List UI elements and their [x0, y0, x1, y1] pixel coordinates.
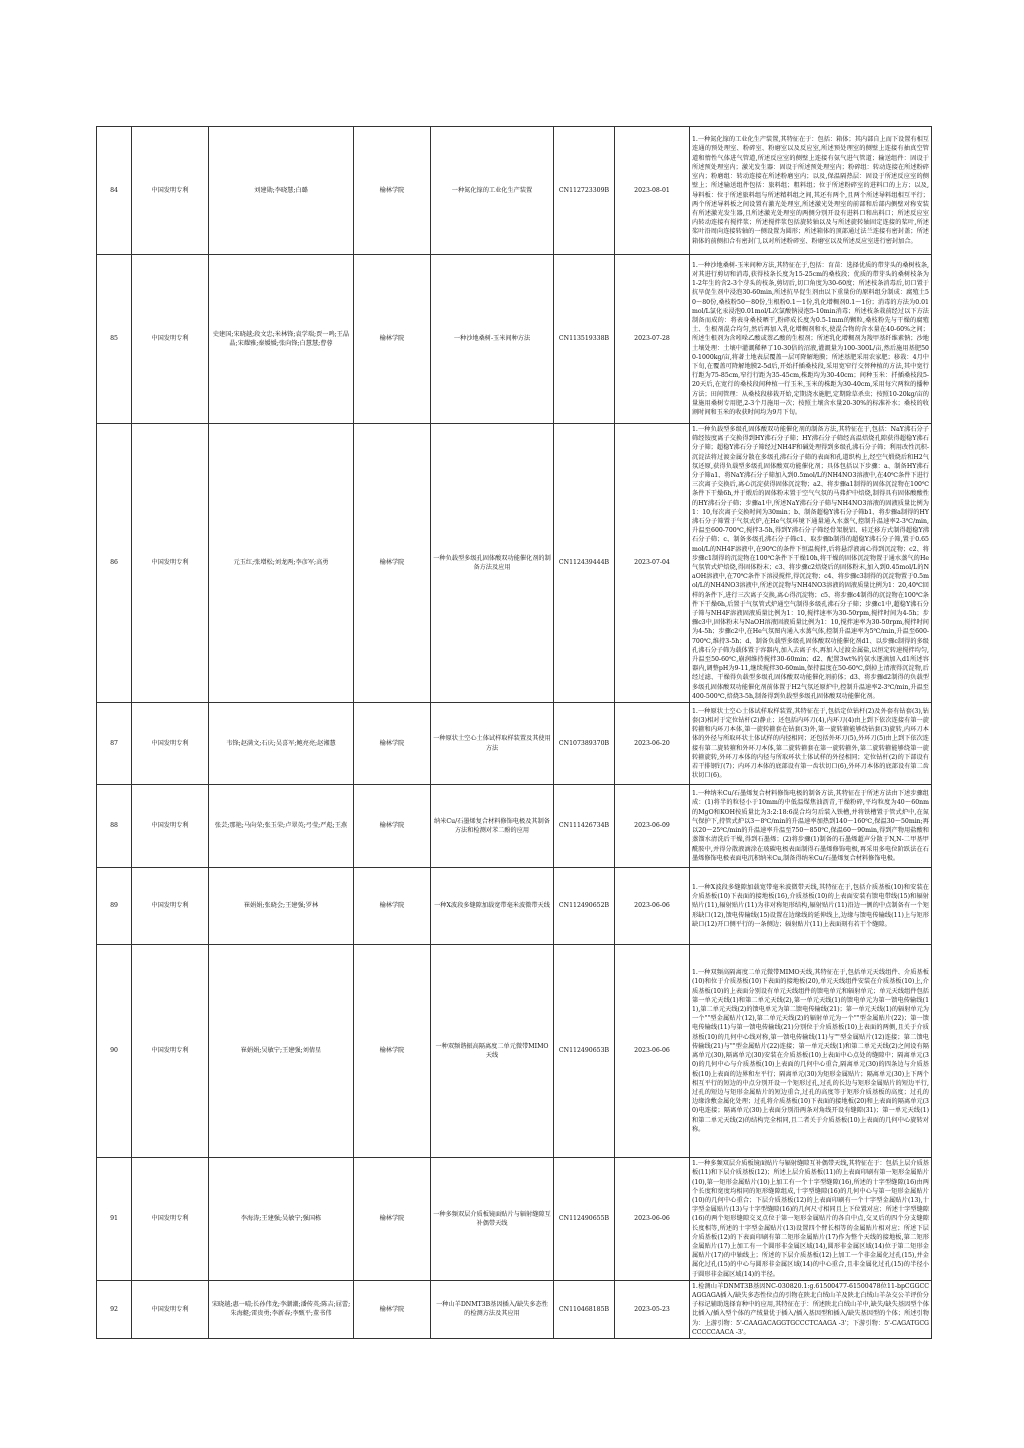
publication-date: 2023-06-20: [615, 703, 690, 785]
table-row: [97, 127, 932, 255]
publication-number: CN112490653B: [554, 945, 615, 1158]
row-number: 90: [97, 945, 132, 1158]
abstract: 1.一种纳米Cu/石墨烯复合材料修饰电极的制备方法,其特征在于所述方法由下述步骤组成：(1)将半的粒径小于10mm的中低温煤焦油沥青,干燥粉碎,平均粒度为40～60nm的MgO和KOH按质量比为3:2:18:6混合均匀后装入铁槽,并将铁槽置于管式炉中,在氮气保护下,持管式炉以3～8℃/min的升温速率加热到140～160℃,保温30～50min;再以20～25℃/min的升温速率升温至750～850℃,保温60～90min,得到产物用盐酸和蒸馏水清洗后干燥,得到石墨烯；(2)将步骤(1)制备的石墨烯超声分散于N,N-二甲基甲酰胺中,并得分散液滴涂在玻碳电极表面制得石墨烯修饰电极,再采用多电位阶跃法在石墨烯修饰电极表面电沉积纳米Cu,制备得纳米Cu/石墨烯复合材料修饰电极。: [690, 785, 932, 868]
publication-number: CN112490655B: [554, 1158, 615, 1281]
abstract: 1.检测山羊DNMT3B基因NC-030820.1:g.61500477-61500478位11-bpCGGCCAGGAGA插入/缺失多态性位点的引物在陕北白绒山羊及陕北白绒山羊杂交公羊评价分子标记辅助选择育种中的应用,其特征在于：所述陕北白绒山羊中,缺失/缺失基因型个体比插入/插入型个体的产绒量优于插入/插入基因型和插入/缺失基因型的个体；所述引物为：上游引物：5'-CAAGACAGGTGCCCTCAAGA -3'；下游引物：5'-CAGATGCGCCCCCAACA -3'。: [690, 1280, 932, 1338]
inventors: 李海涛;王建强;吴敏宁;强国栋: [209, 1158, 354, 1281]
row-number: 92: [97, 1280, 132, 1338]
abstract: 1.一种X波段多缝隙加载宽带毫米波微带天线,其特征在于,包括介质基板(10)和安装在介质基板(10)下表面的接地板(16),介质基板(10)的上表面安装有馈电带线(15)和辐射贴片(11),辐射贴片(11)为非对称矩形结构,辐射贴片(11)沿边一侧的中点制备有一个矩形缺口(12),馈电传输线(15)设置在边缘线的延伸线上,边缘与馈电传输线(11)上与矩形缺口(12)开口侧平行的一条侧边；辐射贴片(11)上表面刻有若干个缝隙。: [690, 868, 932, 945]
publication-number: CN107389370B: [554, 703, 615, 785]
publication-date: 2023-07-28: [615, 255, 690, 424]
publication-number: CN112723309B: [554, 127, 615, 255]
publication-number: CN113519338B: [554, 255, 615, 424]
patent-type: 中国发明专利: [132, 868, 209, 945]
patent-type: 中国发明专利: [132, 785, 209, 868]
patent-type: 中国发明专利: [132, 1280, 209, 1338]
patent-title: 一种山羊DNMT3B基因插入/缺失多态性的检测方法及其应用: [431, 1280, 554, 1338]
abstract: 1.一种氮化镓的工业化生产装置,其特征在于：包括：箱体；其内部自上而下设置有相互连通的预处理室、粉碎室、粉磨室以及反应室,所述预处理室的侧壁上连接有抽真空管道和惰性气体进气管道,所述反应室的侧壁上连接有氨气进气管道；输送组件：固设于所述预处理室内；激光发生器：固设于所述预处理室内；粉碎组：转动连接在所述粉碎室内；粉磨组：转动连接在所述粉磨室内；以及,保温隔热层：固设于所述反应室的侧壁上；所述输送组件包括：旅料组；粗料组；位于所述粉碎室的进料口的上方；以及,导料板：位于所述旅料组与所述精料组之间,其还有两个,且两个所述导料组相互平行；两个所述导料板之间设置有激光处理室,所述激光处理室的前部和后部内侧壁对称安装有所述激光发生器,且所述激光处理室的两侧分别开设有进料口和出料口；所述反应室内转动连接有搅拌浆；所述搅拌浆包括旋转轴以及与所述旋转轴固定连接的桨叶,所述桨叶沿周向连接转轴的一侧设置为圆形；所述箱体的顶部通过法兰连接有密封盖；所述箱体的前侧扣合有密封门,以对所述粉碎室、粉磨室以及所述反应室进行密封加合。: [690, 127, 932, 255]
row-number: 84: [97, 127, 132, 255]
abstract: 1.一种负载型多级孔固体酸双功能催化剂的制备方法,其特征在于,包括：NaY沸石分子筛经铵度离子交换得到HY沸石分子筛；HY沸石分子筛经高温焙烧孔隙获得超稳Y沸石分子筛；超稳Y沸石分子筛经过NH4F和碱处理得到多级孔沸石分子筛；利用改性沉积-沉淀法将过渡金属分散在多级孔沸石分子筛的表面和孔道织构上,经空气煅烧后和H2气氛还原,获得负载型多级孔固体酸双功能催化剂；具体包括以下步骤：a、制备HY沸石分子筛a1、将NaY沸石分子筛加入到0.5mol/L的NH4NO3溶液中,在40℃条件下进行三次离子交换后,离心沉淀获得固体沉淀物；a2、将步骤a1制得的固体沉淀物在100℃条件下干燥6h,并于煅后的固体粉末置于空气气氛的马弗炉中焙烧,制得具有固体酸酸性的HY沸石分子筛；步骤a1中,所述NaY沸石分子筛与NH4NO3溶液的固液质量比例为1：10,每次离子交换时间为30min；b、制备超稳Y沸石分子筛b1、将步骤a制得的HY沸石分子筛置于气氛式炉,在He气氛环境下通量通入水蒸气,控制升温速率2-3℃/min,升温至600-700℃,搅拌3-5h,得到Y沸石分子筛经骨架脱铝、硅迁移方式制得超稳Y沸石分子筛；c、制备多级孔沸石分子筛c1、取步骤b制得的超稳Y沸石分子筛,置于0.65mol/L的NH4F溶液中,在90℃的条件下恒温搅拌,后将悬浮液离心得到沉淀物；c2、将步骤c1制得的沉淀物在100℃条件下干燥10h,将干燥的固体沉淀物置于通水蒸气的He气氛管式炉焙烧,得固体粉末；c3、将步骤c2焙烧后的固体粉末,加入到0.45mol/L的NaOH溶液中,在70℃条件下溶浸搅拌,得沉淀物；c4、将步骤c3制得的沉淀物置于0.5mol/L的NH4NO3溶液中,所述沉淀物与NH4NO3溶液的固液质量比例为1：20,40℃回样的条件下,进行三次离子交换,离心得沉淀物；c5、将步骤c4制得的沉淀物在100℃条件下干燥6h,后置于气氛管式炉通空气制得多级孔沸石分子筛；步骤c1中,超稳Y沸石分子筛与NH4F溶液固液质量比例为1：10,搅拌速率为30-50rpm,搅拌时间为4-5h；步骤c3中,固体粉末与NaOH溶液固液质量比例为1：10,搅拌速率为30-50rpm,搅拌时间为4-5h；步骤c2中,在He气氛图内通入水蒸气体,控制升温速率为5℃/min,升温至600-700℃,维持3-5h；d、制备负载型多级孔固体酸双功能催化剂d1、以步骤c制得的多级孔沸石分子筛为载体置于容器内,加入去离子水,再加入过渡金属盐,以恒定转速搅拌均匀,升温至50-60℃,崩润维持搅拌30-60min；d2、配置3wt%的氨水逐滴加入d1所述容器内,调整pH为9-11,继续搅拌30-60min,保持温度在50-60℃,倒掉上清液得沉淀物,后经过滤、干燥得负载型多级孔固体酸双功能催化剂前体；d3、将步骤d2制得的负载型多级孔固体酸双功能催化剂前体置于H2气氛还原炉中,控制升温速率2-3℃/min,升温至400-500℃,焙烧3-5h,制备得到负载型多级孔固体酸双功能催化剂。: [690, 424, 932, 703]
inventors: 史建国;宋晓越;段文忠;米林锋;袁学瑞;贾一鸣;王晶晶;宋耀雅;秦媛媛;张向锋;白慧慧;曹蓉: [209, 255, 354, 424]
inventors: 元玉红;张增松;刘龙两;李彦军;高勇: [209, 424, 354, 703]
row-number: 85: [97, 255, 132, 424]
inventors: 韦锋;赵满文;石庆;吴喜军;鲍亮亮;赵湘慧: [209, 703, 354, 785]
table-row: [97, 868, 932, 945]
organization: 榆林学院: [354, 945, 431, 1158]
patent-type: 中国发明专利: [132, 127, 209, 255]
patent-title: 一种氮化镓的工业化生产装置: [431, 127, 554, 255]
patent-title: 一种X波段多缝隙加载宽带毫米波微带天线: [431, 868, 554, 945]
organization: 榆林学院: [354, 1280, 431, 1338]
patent-type: 中国发明专利: [132, 1158, 209, 1281]
table-row: [97, 255, 932, 424]
organization: 榆林学院: [354, 1158, 431, 1281]
publication-number: CN112439444B: [554, 424, 615, 703]
patent-type: 中国发明专利: [132, 424, 209, 703]
inventors: 宋晓越;惠一晴;长孙伟龙;李潮潮;潘传英;陈吉;屈蕾;朱海艇;雷贵勇;李新春;李甄平;董书伟: [209, 1280, 354, 1338]
table-row: [97, 1280, 932, 1338]
table-row: [97, 785, 932, 868]
publication-number: CN110468185B: [554, 1280, 615, 1338]
row-number: 87: [97, 703, 132, 785]
row-number: 91: [97, 1158, 132, 1281]
inventors: 刘建勋;李晓慧;白璐: [209, 127, 354, 255]
patent-type: 中国发明专利: [132, 945, 209, 1158]
organization: 榆林学院: [354, 868, 431, 945]
organization: 榆林学院: [354, 703, 431, 785]
patent-table: [96, 126, 932, 1339]
inventors: 崔娟娟;吴敏宁;王建强;刘倩星: [209, 945, 354, 1158]
patent-title: 一种多频双层介质板镜面贴片与辐射缝隙互补偶带天线: [431, 1158, 554, 1281]
row-number: 86: [97, 424, 132, 703]
abstract: 1.一种双频高隔离度二单元微带MIMO天线,其特征在于,包括单元天线组件、介质基板(10)和位于介质基板(10)下表面的接地板(20),单元天线组件安装在介质基板(10)上,介质基板(10)的上表面分别设有单元天线组件的馈电单元和辐射单元；单元天线组件包括第一单元天线(1)和第二单元天线(2),第一单元天线(1)的馈电单元为第一馈电传输线(11),第二单元天线(2)的馈电单元为第二馈电传输线(21)；第一单元天线(1)的辐射单元为一个""型金属贴片(12),第二单元天线(2)的辐射单元为一个""型金属贴片(22)；第一馈电传输线(11)与第一馈电传输线(21)分别位于介质基板(10)上表面的两侧,且关于介质基板(10)的几何中心线对称,第一馈电传输线(11)与""型金属贴片(12)连接；第二馈电传输线(21)与""型金属贴片(22)连接；第一单元天线(1)和第二单元天线(2)之间设有隔离单元(30),隔离单元(30)安装在介质基板(10)上表面中心点处的缝隙中；隔离单元(30)的几何中心与介质基板(10)上表面的几何中心重合,隔离单元(30)的四条边与介质基板(10)上表面的边界和左平行；隔离单元(30)为矩形金属贴片；隔离单元(30)上下两个相互平行的短边的中点分别开设一个矩形过孔,过孔的长边与矩形金属贴片的短边平行,过孔的短边与矩形金属贴片的短边重合,过孔的高度等于矩形介质基板的高度；过孔的边缘涂敷金属化处理；过孔将介质基板(10)下表面的接地板(20)和上表面的隔离单元(30)电连接；隔离单元(30)上表面分别沿两条对角线开设有缝隙(31)；第一单元天线(1)和第二单元天线(2)的结构完全相同,且二者关于介质基板(10)上表面的几何中心旋转对称。: [690, 945, 932, 1158]
publication-number: CN112490652B: [554, 868, 615, 945]
table-row: [97, 945, 932, 1158]
patent-type: 中国发明专利: [132, 703, 209, 785]
publication-date: 2023-08-01: [615, 127, 690, 255]
organization: 榆林学院: [354, 255, 431, 424]
abstract: 1.一种沙地桑树-玉米间种方法,其特征在于,包括：育苗：选择优质的带芽头的桑树枝条,对其进行剪切和消毒,获得枝条长度为15-25cm的桑枝段；优质的带芽头的桑树枝条为1-2年生的含2-3个芽头的枝条,剪切后,切口角度为30-60度；所述枝条消毒后,切口置于抗旱促生剂中浸泡30-60min,所述抗旱促生剂由以下重量份的原料组分制成：腐殖土50～80份,桑枝粉50～80份,生根粉0.1～1份,乳化增稠剂0.1～1份；消毒的方法为0.01mol/L氯化汞浸泡0.01mol/L次氯酸钠浸泡5-10min消毒；所述枝条栽前经过以下方法制备而成的：将表身桑枝晒干,粉碎成长度为0.5-1mm的颗粒,桑枝粉先与干燥的腐殖土、生根剂混合均匀,然后再加入乳化增稠剂和水,使混合物的含水量在40-60%之间；所述生根剂为含吲哚乙酸或萘乙酸的生根剂；所述乳化增稠剂为羧甲基纤维素钠；沙地土壤处理：土壤中灌溉稀释了10-30倍的沼液,灌溉量为100-300L/亩,然后施用基肥500-1000kg/亩,将著土地表层覆盖一层可降解地膜；所述基肥采用农家肥；移栽：4月中下旬,在覆盖可降解地膜2-5d后,开始扦插桑枝段,采用宽窄行交替种植的方法,其中宽行行距为75-85cm,窄行行距为35-45cm,株距均为30-40cm；间种玉米：扦插桑枝段5-20天后,在宽行的桑枝段间种植一行玉米,玉米的株距为30-40cm,采用每穴两粒的播种方法；田间管理：从桑枝段移栽开始,定期浇水施肥,定期除草杀虫；按照10-20kg/亩的量施用桑树专用肥,2-3个月施用一次；按照土壤含水量20-30%的标准补水；桑枝的收割时间和玉米的收获时间均为9月下旬。: [690, 255, 932, 424]
abstract: 1.一种原状土空心土体试样取样装置,其特征在于,包括定位钻杆(2)及外套有钻套(3),钻套(3)相对于定位钻杆(2)静止；还包括内环刀(4),内环刀(4)由上到下依次连接有第一旋转箍和内环刀本体,第一旋转箍套在钻套(3)外,第一旋转箍能够绕钻套(3)旋转,内环刀本体的外径与所取环状土体试样的内径相同；还包括外环刀(5),外环刀(5)由上到下依次连接有第二旋转箍和外环刀本体,第二旋转箍套在第一旋转箍外,第二旋转箍能够绕第一旋转箍旋转,外环刀本体的内径与所取环状土体试样的外径相同；定位钻杆(2)的下部设有若干排钢钉(7)；内环刀本体的底部设有第一齿状切口(6),外环刀本体的底部设有第二齿状切口(6)。: [690, 703, 932, 785]
inventors: 张芸;那艳;马向荣;张玉荣;卢翠英;弓莹;严彪;王燕: [209, 785, 354, 868]
patent-title: 一种原状土空心土体试样取样装置及其使用方法: [431, 703, 554, 785]
publication-date: 2023-07-04: [615, 424, 690, 703]
row-number: 89: [97, 868, 132, 945]
patent-title: 一种双频谐振高隔离度二单元微带MIMO天线: [431, 945, 554, 1158]
inventors: 崔娟娟;张晓会;王建强;罗林: [209, 868, 354, 945]
publication-date: 2023-06-06: [615, 1158, 690, 1281]
organization: 榆林学院: [354, 424, 431, 703]
table-row: [97, 424, 932, 703]
publication-number: CN111426734B: [554, 785, 615, 868]
abstract: 1.一种多频双层介质板镜面贴片与辐射缝隙互补偶带天线,其特征在于：包括上层介质基板(11)和下层介质基板(12)；所述上层介质基板(11)的上表面印刷有第一矩形金属贴片(10),第一矩形金属贴片(10)上加工有一个十字型缝隙(16),所述的十字型缝隙(16)由两个长度和宽度均相同的矩形缝隙组成,十字型缝隙(16)的几何中心与第一矩形金属贴片(10)的几何中心重合；下层介质基板(12)的上表面印刷有一个十字型金属贴片(13),十字型金属贴片(13)与十字型缝隙(16)的几何尺寸相同且上下位置对应；所述十字型缝隙(16)的两个矩形缝隙交叉点位于第一矩形金属贴片的各自中点,交叉后的四个分支缝隙长度相等,所述的十字型金属贴片(13)设置四个臂长相等的金属贴片相对应；所述下层介质基板(12)的下表面印刷有第二矩形金属贴片(17)作为整个天线的接地板,第二矩形金属贴片(17)上加工有一个圆形非金属区域(14),圆形非金属区域(14)位于第二矩形金属贴片(17)的中轴线上；所述的下层介质基板(12)上加工一个非金属化过孔(15),并金属化过孔(15)的中心与圆形非金属区域(14)的中心重合,且非金属化过孔(15)的半径小于圆形非金属区域(14)的半径。: [690, 1158, 932, 1281]
table-row: [97, 1158, 932, 1281]
publication-date: 2023-05-23: [615, 1280, 690, 1338]
patent-title: 一种沙地桑树-玉米间种方法: [431, 255, 554, 424]
organization: 榆林学院: [354, 785, 431, 868]
patent-title: 一种负载型多级孔固体酸双功能催化剂的制备方法及应用: [431, 424, 554, 703]
patent-title: 纳米Cu/石墨烯复合材料修饰电极及其制备方法和检测对苯二酚的应用: [431, 785, 554, 868]
table-row: [97, 703, 932, 785]
publication-date: 2023-06-06: [615, 945, 690, 1158]
row-number: 88: [97, 785, 132, 868]
patent-type: 中国发明专利: [132, 255, 209, 424]
organization: 榆林学院: [354, 127, 431, 255]
publication-date: 2023-06-09: [615, 785, 690, 868]
publication-date: 2023-06-06: [615, 868, 690, 945]
